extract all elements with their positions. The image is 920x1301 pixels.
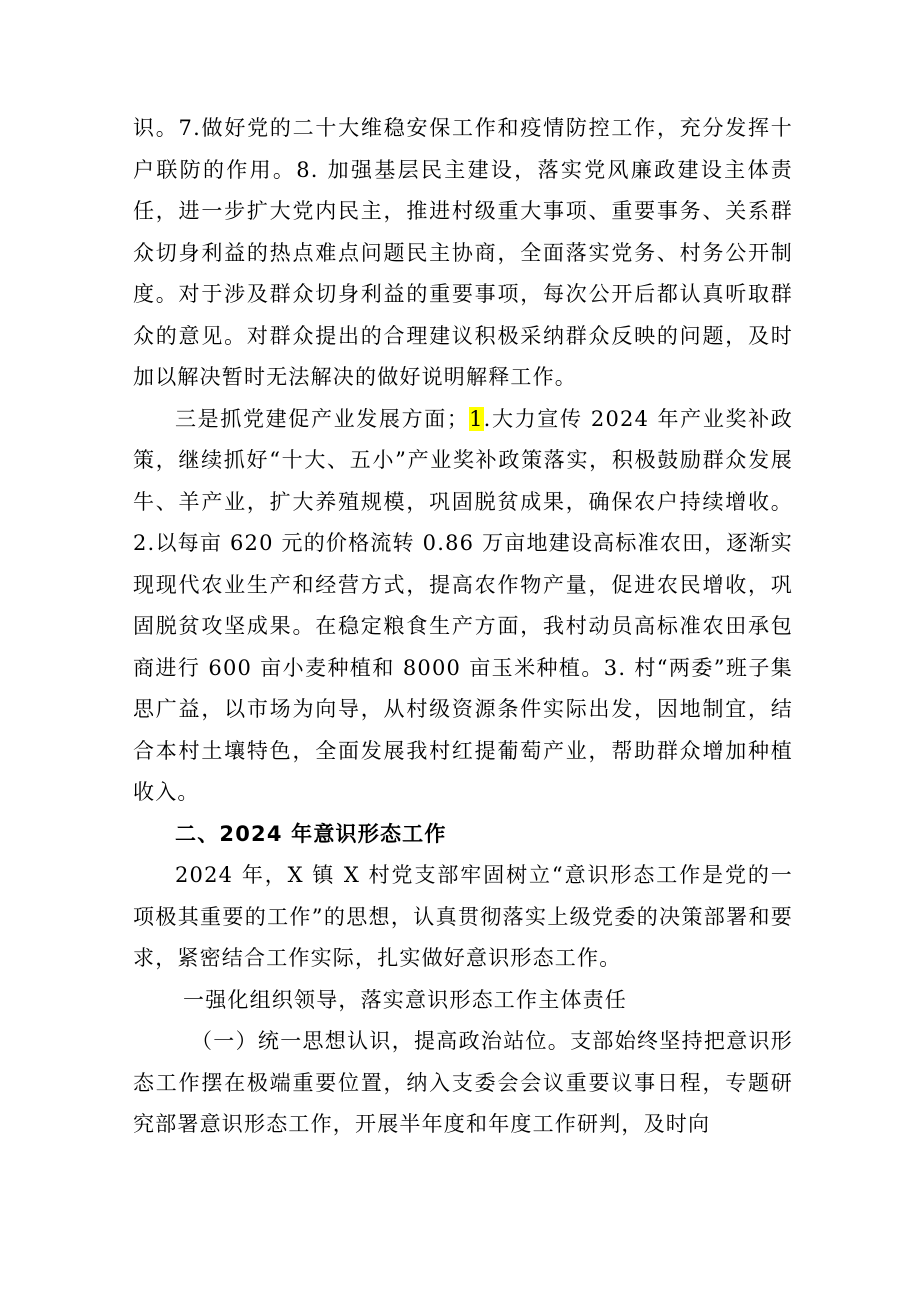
paragraph-continued: 识。7.做好党的二十大维稳安保工作和疫情防控工作，充分发挥十户联防的作用。8. 加强基层民主建设，落实党风廉政建设主体责任，进一步扩大党内民主，推进村级重大事项、重要事务、关系群众切身利益的热点难点问题民主协商，全面落实党务、村务公开制度。对于涉及群众切身利益的重要事项，每次公开后都认真听取群众的意见。对群众提出的合理建议积极采纳群众反映的问题，及时加以解决暂时无法解决的做好说明解释工作。: [133, 116, 793, 389]
paragraph-section-one: （一）统一思想认识，提高政治站位。支部始终坚持把意识形态工作摆在极端重要位置，纳入支委会会议重要议事日程，专题研究部署意识形态工作，开展半年度和年度工作研判，及时向: [133, 1029, 793, 1136]
paragraph-ideology: 2024 年，X 镇 X 村党支部牢固树立“意识形态工作是党的一项极其重要的工作”的思想，认真贯彻落实上级党委的决策部署和要求，紧密结合工作实际，扎实做好意识形态工作。: [133, 863, 793, 970]
paragraph-industry-lead: 三是抓党建促产业发展方面；: [175, 406, 470, 431]
subheading: 一强化组织领导，落实意识形态工作主体责任: [183, 987, 627, 1012]
document-body: [133, 108, 793, 1146]
paragraph-industry-rest: .大力宣传 2024 年产业奖补政策，继续抓好“十大、五小”产业奖补政策落实，积极鼓励群众发展牛、羊产业，扩大养殖规模，巩固脱贫成果，确保农户持续增收。2.以每亩 620 元的价格流转 0.86 万亩地建设高标准农田，逐渐实现现代农业生产和经营方式，提高农作物产量，促进农民增收，巩固脱贫攻坚成果。在稳定粮食生产方面，我村动员高标准农田承包商进行 600 亩小麦种植和 8000 亩玉米种植。3. 村“两委”班子集思广益，以市场为向导，从村级资源条件实际出发，因地制宜，结合本村土壤特色，全面发展我村红提葡萄产业，帮助群众增加种植收入。: [133, 406, 793, 804]
highlighted-number: 1: [469, 406, 484, 431]
section-heading: 二、2024 年意识形态工作: [175, 821, 447, 846]
paragraph-industry: [133, 399, 793, 814]
